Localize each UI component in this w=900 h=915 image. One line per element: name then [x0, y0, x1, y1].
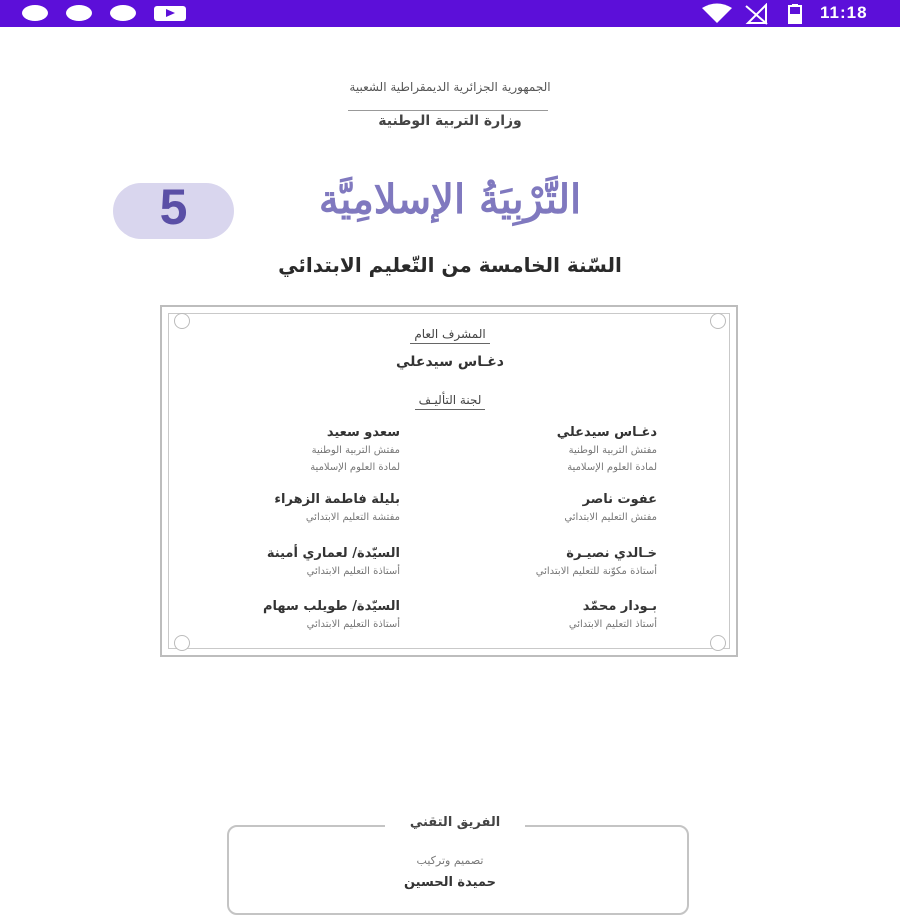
author-entry: [170, 598, 400, 633]
technical-team-role: تصميم وتركيب: [416, 854, 484, 867]
republic-name: الجمهورية الجزائرية الديمقراطية الشعبية: [349, 80, 551, 94]
author-entry: [427, 545, 657, 580]
author-name: سعدو سعيد: [326, 425, 400, 440]
author-role: مفتش التربية الوطنية: [568, 445, 657, 456]
wifi-icon: [700, 3, 734, 25]
author-role: لمادة العلوم الإسلامية: [310, 462, 400, 473]
frame-ornament: [174, 635, 190, 651]
author-role: لمادة العلوم الإسلامية: [567, 462, 657, 473]
author-name: دغـاس سيدعلي: [556, 425, 657, 440]
grade-number: 5: [159, 179, 188, 235]
notification-dot-icon: [22, 5, 48, 21]
author-role: أستاذة مكوّنة للتعليم الابتدائي: [535, 566, 657, 577]
youtube-icon: [154, 6, 186, 21]
battery-icon: [786, 3, 806, 25]
ministry-name: وزارة التربية الوطنية: [378, 113, 522, 129]
author-name: عفوت ناصر: [582, 492, 657, 507]
supervisor-heading: المشرف العام: [300, 327, 600, 341]
technical-team-frame: [227, 825, 689, 915]
authors-heading: لجنة التأليـف: [300, 393, 600, 407]
author-role: أستاذ التعليم الابتدائي: [568, 619, 657, 630]
author-name: بليلة فاطمة الزهراء: [274, 492, 400, 507]
signal-off-icon: [742, 3, 770, 25]
divider: [348, 110, 548, 111]
notification-dot-icon: [66, 5, 92, 21]
author-name: السيّدة/ طويلب سهام: [263, 599, 400, 614]
author-entry: [170, 491, 400, 526]
book-title: التَّرْبِيَةُ الإسلامِيَّة: [318, 176, 582, 223]
technical-team-heading: الفريق التقني: [385, 815, 525, 830]
author-name: خـالدي نصيـرة: [566, 546, 657, 561]
author-role: مفتش التعليم الابتدائي: [564, 512, 657, 523]
frame-ornament: [710, 313, 726, 329]
author-entry: [170, 424, 400, 476]
status-bar: [0, 0, 900, 27]
author-role: أستاذة التعليم الابتدائي: [306, 566, 400, 577]
author-entry: [170, 545, 400, 580]
author-entry: [427, 598, 657, 633]
clock: 11:18: [820, 3, 868, 22]
technical-team-name: حميدة الحسين: [403, 875, 497, 890]
author-role: أستاذة التعليم الابتدائي: [306, 619, 400, 630]
author-name: السيّدة/ لعماري أمينة: [266, 546, 400, 561]
notification-dot-icon: [110, 5, 136, 21]
author-role: مفتشة التعليم الابتدائي: [305, 512, 400, 523]
supervisor-name: دغـاس سيدعلي: [396, 354, 504, 370]
author-name: بـودار محمّد: [582, 599, 657, 614]
frame-ornament: [174, 313, 190, 329]
frame-ornament: [710, 635, 726, 651]
book-subtitle: السّنة الخامسة من التّعليم الابتدائي: [278, 253, 622, 277]
author-entry: [427, 424, 657, 476]
author-entry: [427, 491, 657, 526]
author-role: مفتش التربية الوطنية: [311, 445, 400, 456]
